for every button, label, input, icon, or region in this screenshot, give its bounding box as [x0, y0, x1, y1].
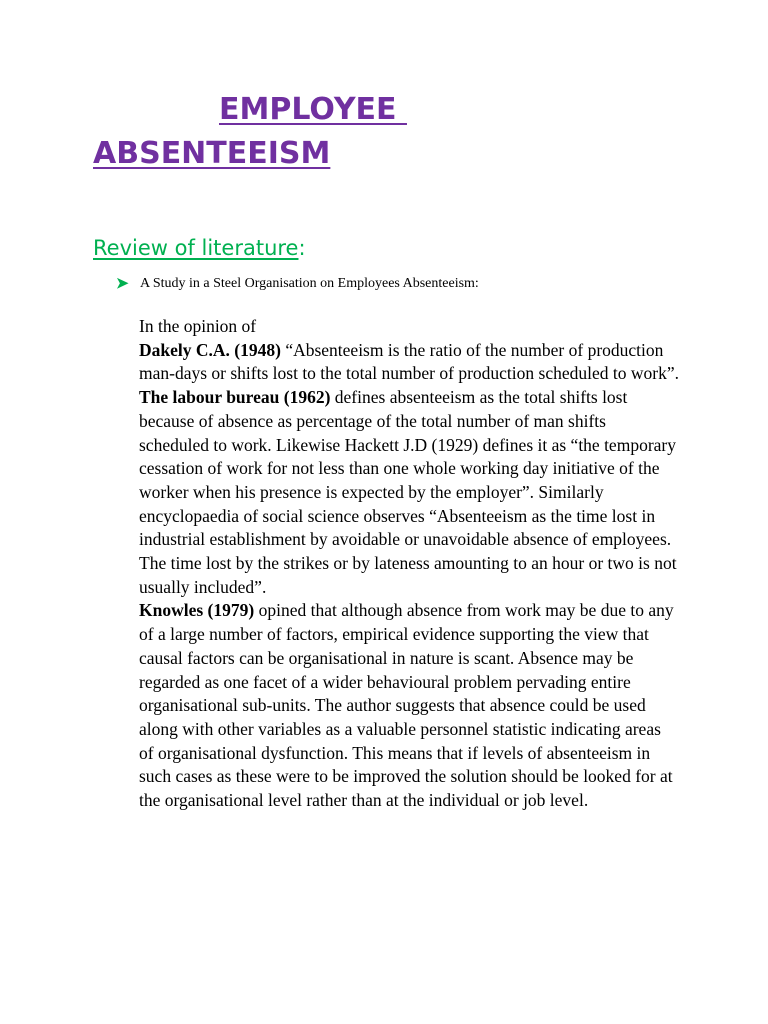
- paragraph-labour-bureau: [139, 386, 679, 599]
- title-line-1-text: EMPLOYEE: [219, 92, 407, 127]
- section-heading-colon: :: [298, 236, 306, 260]
- intro-line: In the opinion of: [139, 316, 257, 336]
- title-line-2-text: ABSENTEEISM: [93, 136, 331, 171]
- paragraph-labour-bureau-text: defines absenteeism as the total shifts lost because of absence as percentage of the total number of man shifts scheduled to work. Likewise Hackett J.D (1929) defines it as “the temporary cessation of work for not less than one whole working day initiative of the worker when his presence is expected by the employer”. Similarly encyclopaedia of social science observes “Absenteeism as the time lost in industrial establishment by avoidable or unavoidable absence of employees. The time lost by the strikes or by lateness amounting to an hour or two is not usually included”.: [139, 387, 677, 597]
- body-text: [139, 315, 679, 813]
- paragraph-dakely-text: “Absenteeism is the ratio of the number of production man-days or shifts lost to the total number of production scheduled to work”.: [139, 339, 679, 384]
- section-heading: [93, 233, 306, 263]
- paragraph-knowles-text: opined that although absence from work may be due to any of a large number of factors, empirical evidence supporting the view that causal factors can be organisational in nature is scant. Absence may be regarded as one facet of a wider behavioural problem pervading entire organisational sub-units. The author suggests that absence could be used along with other variables as a valuable personnel statistic indicating areas of organisational dysfunction. This means that if levels of absenteeism in such cases as these were to be improved the solution should be looked for at the organisational level rather than at the individual or job level.: [139, 600, 674, 811]
- bullet-text: A Study in a Steel Organisation on Employees Absenteeism:: [140, 275, 479, 291]
- title-line-2: [93, 132, 653, 176]
- author-labour-bureau: The labour bureau (1962): [139, 387, 331, 408]
- bullet-item: [116, 274, 479, 293]
- arrow-bullet-icon: ➤: [116, 276, 129, 292]
- title-line-1: [93, 88, 653, 132]
- author-dakely: Dakely C.A. (1948): [139, 339, 281, 360]
- paragraph-dakely: [139, 339, 679, 386]
- section-heading-text: Review of literature: [93, 236, 299, 260]
- document-title: [93, 88, 653, 176]
- author-knowles: Knowles (1979): [139, 600, 255, 621]
- paragraph-knowles: [139, 599, 679, 812]
